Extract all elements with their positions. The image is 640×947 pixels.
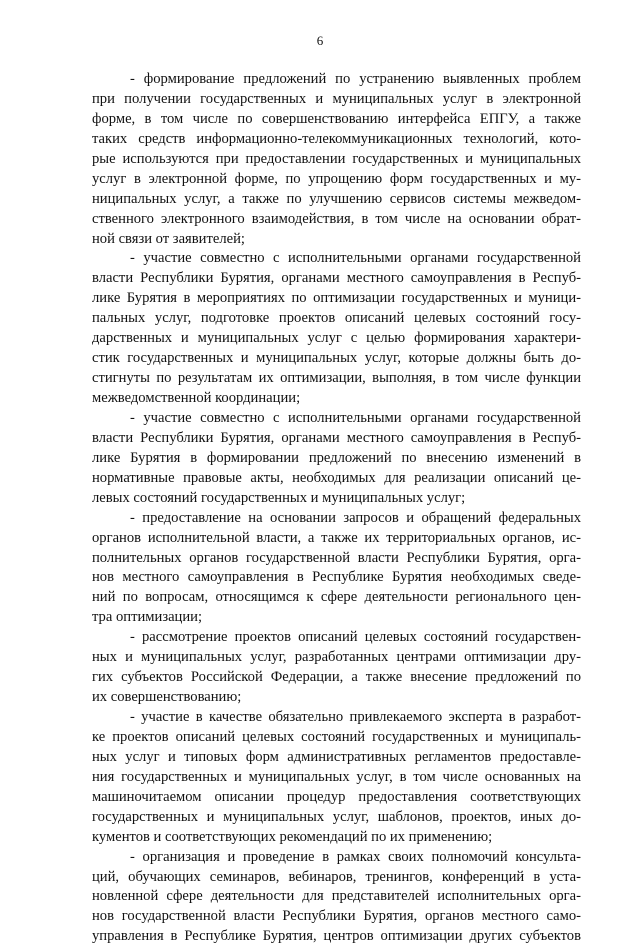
- text-line: лике Бурятия в мероприятиях по оптимизации государственных и муници-: [92, 290, 581, 307]
- text-line: кументов и соответствующих рекомендаций по их применению;: [92, 828, 493, 845]
- page-number: 6: [316, 33, 324, 48]
- text-line: стигнуты по результатам их оптимизации, выполняя, в том числе функции: [92, 370, 581, 387]
- text-line: ций, обучающих семинаров, вебинаров, тренингов, конференций в уста-: [92, 868, 581, 885]
- text-line: нормативные правовые акты, необходимых для реализации описаний це-: [92, 469, 581, 486]
- text-line: нов местного самоуправления в Республике Бурятия необходимых сведе-: [92, 569, 581, 586]
- text-line: форме, в том числе по совершенствованию интерфейса ЕПГУ, а также: [92, 110, 581, 127]
- text-line: - предоставление на основании запросов и обращений федеральных: [130, 509, 581, 526]
- text-line: стик государственных и муниципальных услуг, которые должны быть до-: [92, 350, 581, 367]
- text-line: ных услуг и типовых форм административных регламентов предоставле-: [92, 748, 581, 765]
- text-line: при получении государственных и муниципальных услуг в электронной: [92, 90, 581, 107]
- text-line: дарственных и муниципальных услуг с целью формирования характери-: [92, 330, 581, 347]
- text-line: полнительных органов государственной власти Республики Бурятия, орга-: [92, 549, 581, 566]
- text-line: ке проектов описаний целевых состояний государственных и муниципаль-: [92, 728, 581, 745]
- text-line: новленной сфере деятельности для представителей исполнительных орга-: [92, 888, 581, 905]
- text-line: - участие совместно с исполнительными органами государственной: [130, 409, 581, 426]
- text-line: управления в Республике Бурятия, центров оптимизации других субъектов: [92, 928, 581, 945]
- text-line: ной связи от заявителей;: [92, 230, 245, 247]
- text-line: гих субъектов Российской Федерации, а также внесение предложений по: [92, 669, 581, 686]
- text-line: органов исполнительной власти, а также их территориальных органов, ис-: [92, 529, 581, 546]
- document-body: [92, 70, 581, 947]
- text-line: услуг в электронной форме, по упрощению форм государственных и му-: [92, 170, 581, 187]
- text-line: ния государственных и муниципальных услуг, в том числе основанных на: [92, 768, 581, 785]
- text-line: - участие совместно с исполнительными органами государственной: [130, 250, 581, 267]
- text-line: тра оптимизации;: [92, 609, 203, 626]
- text-line: лике Бурятия в формировании предложений по внесению изменений в: [92, 449, 581, 466]
- text-line: межведомственной координации;: [92, 390, 301, 406]
- text-line: машиночитаемом описании процедур предоставления соответствующих: [92, 788, 581, 805]
- text-line: ниципальных услуг, а также по улучшению сервисов системы межведом-: [92, 190, 581, 207]
- text-line: ний по вопросам, относящимся к сфере деятельности регионального цен-: [92, 589, 581, 606]
- text-line: власти Республики Бурятия, органами местного самоуправления в Респуб-: [92, 270, 581, 287]
- text-line: ных и муниципальных услуг, разработанных центрами оптимизации дру-: [92, 649, 581, 666]
- text-line: ственного электронного взаимодействия, в том числе на основании обрат-: [92, 210, 581, 227]
- text-line: - участие в качестве обязательно привлекаемого эксперта в разработ-: [130, 709, 581, 725]
- text-line: - организация и проведение в рамках своих полномочий консульта-: [130, 848, 581, 865]
- text-line: нов государственной власти Республики Бурятия, органов местного само-: [92, 908, 581, 925]
- text-line: рые используются при предоставлении государственных и муниципальных: [92, 150, 581, 167]
- text-line: пальных услуг, подготовке проектов описаний целевых состояний госу-: [92, 310, 581, 327]
- text-line: власти Республики Бурятия, органами местного самоуправления в Респуб-: [92, 429, 581, 446]
- text-line: таких средств информационно-телекоммуникационных технологий, кото-: [92, 130, 581, 147]
- text-line: - рассмотрение проектов описаний целевых состояний государствен-: [130, 629, 581, 646]
- text-line: государственных и муниципальных услуг, шаблонов, проектов, иных до-: [92, 808, 581, 825]
- text-line: - формирование предложений по устранению выявленных проблем: [130, 71, 581, 87]
- text-line: их совершенствованию;: [92, 689, 242, 706]
- text-line: левых состояний государственных и муниципальных услуг;: [92, 489, 466, 506]
